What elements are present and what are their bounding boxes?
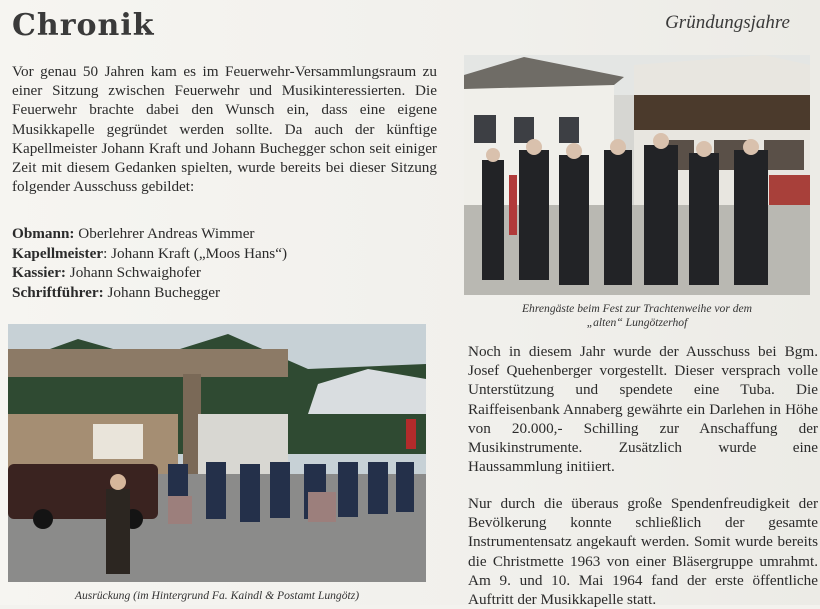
committee-role: Kassier: bbox=[12, 264, 66, 282]
caption-line: Ehrengäste beim Fest zur Trachtenweihe vor dem bbox=[521, 302, 753, 315]
committee-name: Johann Buchegger bbox=[107, 283, 221, 301]
intro-paragraph: Vor genau 50 Jahren kam es im Feuerwehr-Versammlungsraum zu einer Sitzung zwischen Feuerwehr und Musikinteressierten. Die Feuerwehr brachte dabei den Wunsch ein, dass eine eigene Musikkapelle gegründet werden sollte. Da auch der künftige Kapellmeister Johann Kraft und Johann Buchegger schon seit einiger Zeit mit diesem Gedanken spielten, wurde bereits bei dieser Sitzung folgender Ausschuss gebildet: bbox=[12, 63, 437, 196]
committee-item bbox=[12, 283, 432, 303]
committee-role: Kapellmeister bbox=[12, 244, 104, 262]
marching-band-photo-caption: Ausrückung (im Hintergrund Fa. Kaindl & Postamt Lungötz) bbox=[74, 589, 360, 602]
page-title: Chronik bbox=[12, 8, 155, 43]
committee-name: Johann Schwaighofer bbox=[69, 264, 201, 282]
guests-photo bbox=[464, 55, 810, 295]
paragraph-3: Nur durch die überaus große Spendenfreudigkeit der Bevölkerung konnte schließlich der gesamte Instrumentensatz angekauft werden. Somit wurde bereits die Christmette 1963 von einer Bläsergruppe umrahmt. Am 9. und 10. Mai 1964 fand der erste öffentliche Auftritt der Musikkapelle statt. bbox=[468, 495, 818, 609]
paragraph-2: Noch in diesem Jahr wurde der Ausschuss bei Bgm. Josef Quehenberger vorgestellt. Dieser versprach volle Unterstützung und spendete eine Tuba. Die Raiffeisenbank Annaberg gewährte ein Darlehen in Höhe von 20.000,- Schilling zur Anschaffung der Musikinstrumente. Zusätzlich wurde eine Haussammlung initiiert. bbox=[468, 343, 818, 476]
committee-role: Obmann: bbox=[12, 225, 75, 242]
committee-role: Schriftführer: bbox=[12, 283, 104, 301]
marching-band-photo bbox=[8, 324, 426, 582]
caption-line: „alten“ Lungötzerhof bbox=[586, 316, 688, 329]
committee-item bbox=[12, 263, 432, 283]
section-title: Gründungsjahre bbox=[665, 12, 790, 33]
committee-item bbox=[12, 224, 432, 244]
committee-item bbox=[12, 244, 432, 264]
committee-name: Oberlehrer Andreas Wimmer bbox=[78, 225, 255, 242]
committee-list bbox=[12, 224, 432, 302]
guests-photo-caption bbox=[464, 302, 810, 330]
committee-name: : Johann Kraft („Moos Hans“) bbox=[103, 244, 287, 262]
